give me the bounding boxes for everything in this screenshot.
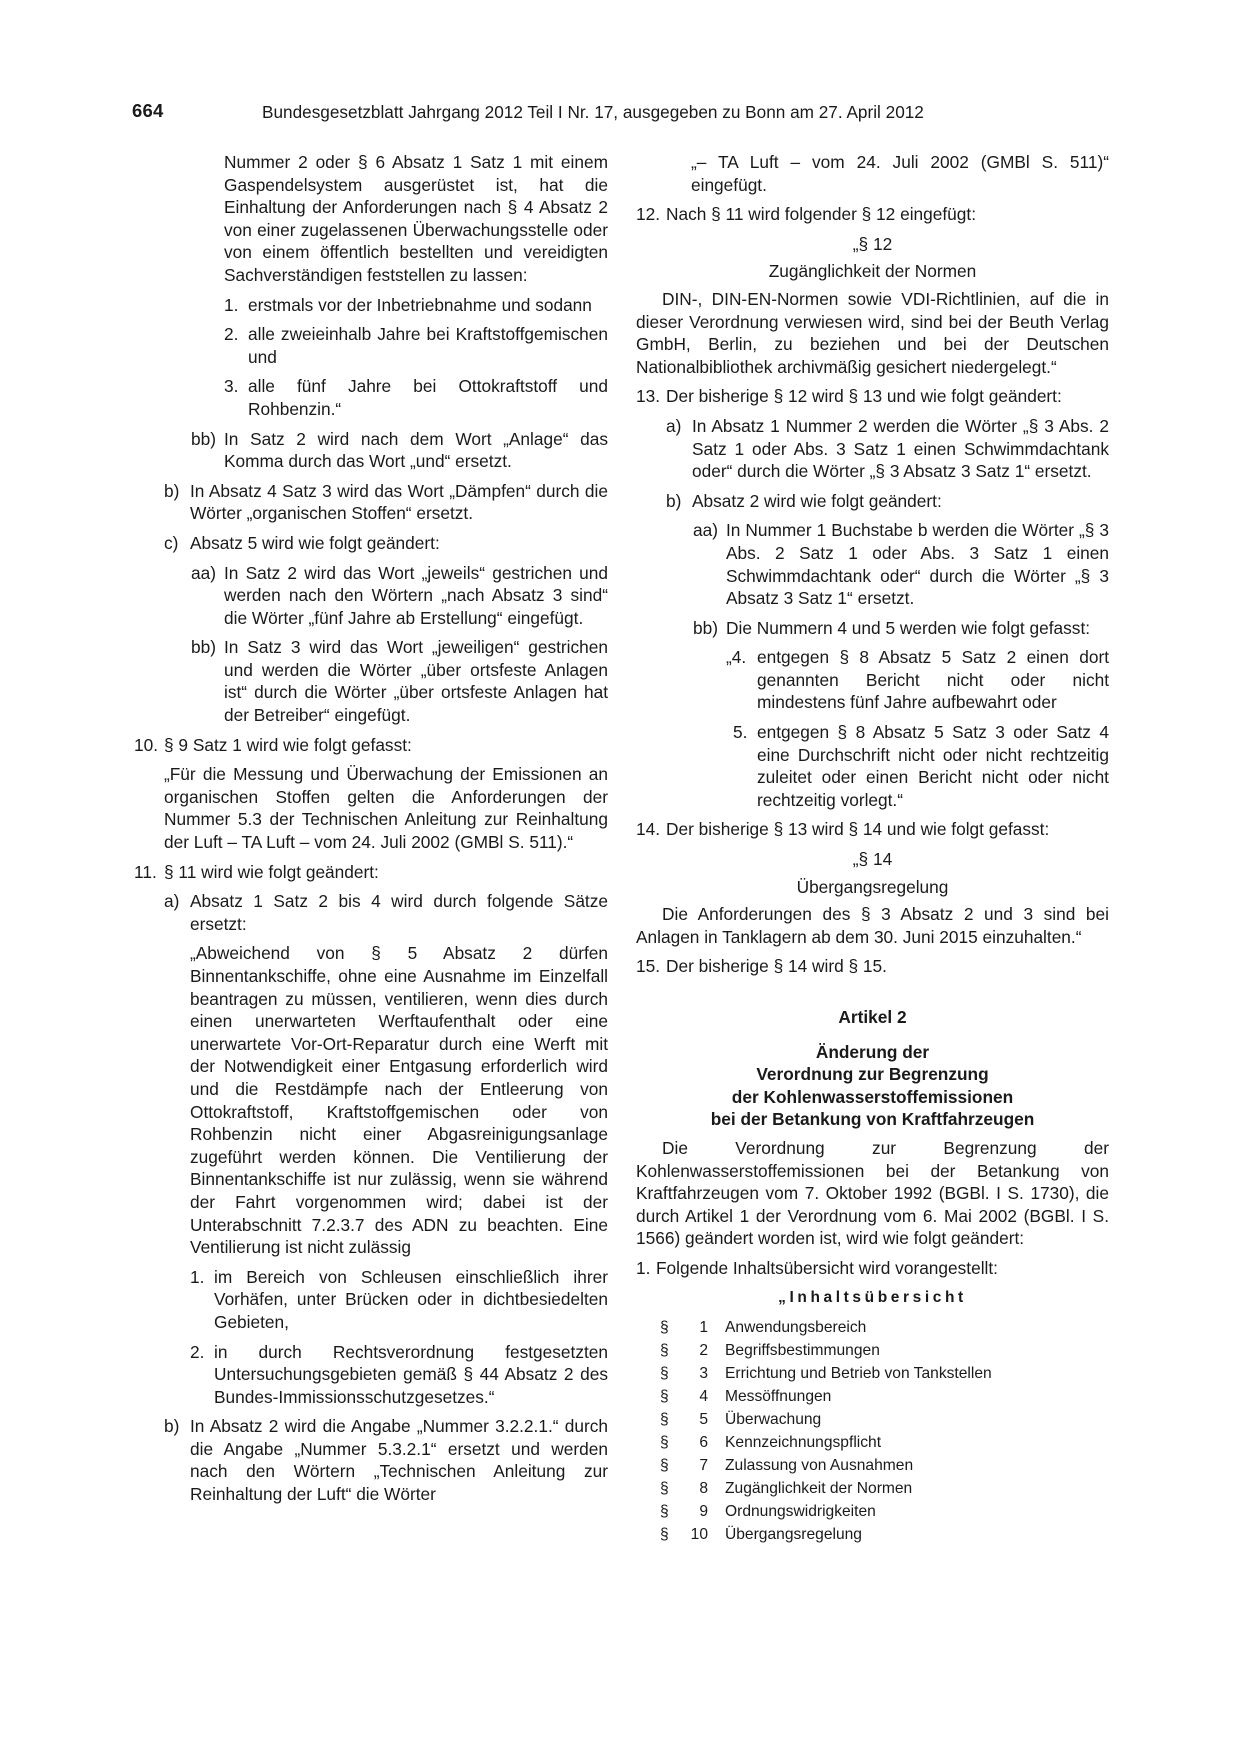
item-text: Folgende Inhaltsübersicht wird vorangestellt: bbox=[656, 1257, 998, 1278]
list-text: im Bereich von Schleusen einschließlich ihrer Vorhäfen, unter Brücken oder in dichtbesiedelten Gebieten, bbox=[214, 1266, 608, 1332]
sub-item-text: In Satz 3 wird das Wort „jeweiligen“ gestrichen und werden die Wörter „über ortsfeste Anlagen ist“ durch die Wörter „über ortsfeste Anlagen hat der Betreiber“ eingefügt. bbox=[224, 637, 608, 726]
toc-row bbox=[660, 1385, 1109, 1408]
toc-row bbox=[660, 1500, 1109, 1523]
toc-title: Messöffnungen bbox=[725, 1388, 832, 1406]
toc-number: 4 bbox=[699, 1388, 708, 1406]
list-item bbox=[726, 721, 1109, 811]
continuation-paragraph: Nummer 2 oder § 6 Absatz 1 Satz 1 mit einem Gaspendelsystem ausgerüstet ist, hat die Einhaltung der Anforderungen nach § 4 Absatz 2 von einer zugelassenen Überwachungsstelle oder von einem öffentlich bestellten und vereidigten Sachverständigen feststellen zu lassen: bbox=[224, 152, 608, 285]
right-column bbox=[636, 151, 1109, 1546]
sub-item-text: In Satz 2 wird das Wort „jeweils“ gestrichen und werden nach den Wörtern „nach Absatz 3 sind“ die Wörter „fünf Jahre ab Erstellung“ eingefügt. bbox=[224, 562, 608, 628]
section-sign: § bbox=[660, 1388, 669, 1406]
section-sign: § bbox=[660, 1411, 669, 1429]
article-title-line: Verordnung zur Begrenzung bbox=[756, 1064, 989, 1085]
letter-label: b) bbox=[164, 1416, 180, 1437]
continuation-paragraph: „– TA Luft – vom 24. Juli 2002 (GMBl S. 511)“ eingefügt. bbox=[691, 152, 1109, 195]
list-text: alle fünf Jahre bei Ottokraftstoff und Rohbenzin.“ bbox=[248, 376, 608, 419]
letter-item bbox=[666, 415, 1109, 483]
section-sign: § bbox=[660, 1457, 669, 1475]
list-item bbox=[224, 294, 608, 317]
toc-row bbox=[660, 1477, 1109, 1500]
quoted-text: „Abweichend von § 5 Absatz 2 dürfen Binnentankschiffe, ohne eine Ausnahme im Einzelfall beantragen zu müssen, ventilieren, wenn dies durch einen unerwarteten Werftaufenthalt oder eine unerwartete Vor-Ort-Reparatur durch eine Werft mit der Notwendigkeit einer Entgasung erforderlich wird und die Restdämpfe nach der Entleerung von Ottokraftstoff, Kraftstoffgemischen oder von Rohbenzin nicht einer Abgasreinigungsanlage zugeführt werden können. Die Ventilierung der Binnentankschiffe ist nur zulässig, wenn sie während der Fahrt vorgenommen wird; dabei ist der Unterabschnitt 7.2.3.7 des ADN zu beachten. Eine Ventilierung ist nicht zulässig bbox=[190, 943, 608, 1258]
section-text: Die Anforderungen des § 3 Absatz 2 und 3 sind bei Anlagen in Tanklagern ab dem 30. Juni 2015 einzuhalten.“ bbox=[636, 904, 1109, 947]
list-number: 5. bbox=[733, 722, 748, 743]
letter-text: In Absatz 4 Satz 3 wird das Wort „Dämpfen“ durch die Wörter „organischen Stoffen“ ersetzt. bbox=[190, 480, 608, 524]
running-head: Bundesgesetzblatt Jahrgang 2012 Teil I Nr. 17, ausgegeben zu Bonn am 27. April 2012 bbox=[262, 102, 924, 122]
list-text: entgegen § 8 Absatz 5 Satz 2 einen dort genannten Bericht nicht oder nicht mindestens fünf Jahre aufbewahrt oder bbox=[757, 647, 1109, 713]
numbered-item bbox=[636, 385, 1109, 408]
numbered-item bbox=[636, 1257, 1109, 1280]
toc-row bbox=[660, 1408, 1109, 1431]
sub-item bbox=[191, 428, 608, 473]
toc-number: 5 bbox=[699, 1411, 708, 1429]
article-title bbox=[636, 1041, 1109, 1131]
sub-item bbox=[191, 636, 608, 726]
sub-item bbox=[191, 562, 608, 630]
list-number: 1. bbox=[190, 1266, 205, 1287]
letter-label: a) bbox=[666, 415, 682, 436]
sub-item bbox=[693, 617, 1109, 640]
letter-item bbox=[164, 890, 608, 935]
numbered-item bbox=[636, 203, 1109, 226]
sub-item-text: In Nummer 1 Buchstabe b werden die Wörter „§ 3 Abs. 2 Satz 1 oder Abs. 3 Satz 1 einen Schwimmdachtank oder“ durch die Wörter „§ 3 Absatz 3 Satz 1“ ersetzt. bbox=[726, 520, 1109, 609]
sub-item-label: bb) bbox=[191, 637, 216, 658]
letter-item bbox=[666, 490, 1109, 513]
toc-number: 2 bbox=[699, 1342, 708, 1360]
toc-title: Kennzeichnungspflicht bbox=[725, 1434, 882, 1452]
toc-row bbox=[660, 1454, 1109, 1477]
toc-title: Anwendungsbereich bbox=[725, 1319, 867, 1337]
toc-title: Übergangsregelung bbox=[725, 1526, 862, 1544]
letter-text: Absatz 2 wird wie folgt geändert: bbox=[692, 490, 942, 511]
section-sign: § bbox=[660, 1342, 669, 1360]
toc-title: Überwachung bbox=[725, 1411, 822, 1429]
article-title-line: bei der Betankung von Kraftfahrzeugen bbox=[710, 1109, 1035, 1130]
toc-number: 1 bbox=[699, 1319, 708, 1337]
section-sign: § bbox=[660, 1365, 669, 1383]
item-text: § 11 wird wie folgt geändert: bbox=[164, 861, 379, 882]
article-title-line: Änderung der bbox=[815, 1041, 930, 1062]
section-sign: § bbox=[660, 1503, 669, 1521]
item-text: Nach § 11 wird folgender § 12 eingefügt: bbox=[666, 204, 976, 225]
item-text: Der bisherige § 13 wird § 14 und wie folgt gefasst: bbox=[666, 819, 1050, 840]
sub-item-label: bb) bbox=[191, 428, 216, 449]
toc-number: 10 bbox=[690, 1526, 708, 1544]
toc-row bbox=[660, 1362, 1109, 1385]
page-number: 664 bbox=[132, 100, 164, 121]
section-title: Übergangsregelung bbox=[796, 876, 949, 897]
letter-text: In Absatz 2 wird die Angabe „Nummer 3.2.2.1.“ durch die Angabe „Nummer 5.3.2.1“ ersetzt und werden nach den Wörtern „Technischen Anleitung zur Reinhaltung der Luft“ die Wörter bbox=[190, 1416, 608, 1505]
numbered-item bbox=[134, 734, 608, 757]
letter-item bbox=[164, 1415, 608, 1505]
toc-title: Zulassung von Ausnahmen bbox=[725, 1457, 914, 1475]
sub-item-label: aa) bbox=[693, 520, 718, 541]
section-sign: § bbox=[660, 1319, 669, 1337]
quoted-text: „Für die Messung und Überwachung der Emissionen an organischen Stoffen gelten die Anforderungen der Nummer 5.3 der Technischen Anleitung zur Reinhaltung der Luft – TA Luft – vom 24. Juli 2002 (GMBl S. 511).“ bbox=[164, 764, 608, 853]
toc-row bbox=[660, 1339, 1109, 1362]
toc-number: 7 bbox=[699, 1457, 708, 1475]
table-of-contents bbox=[660, 1316, 1109, 1546]
section-title: Zugänglichkeit der Normen bbox=[768, 261, 977, 282]
numbered-item bbox=[636, 818, 1109, 841]
section-sign: § bbox=[660, 1480, 669, 1498]
sub-item-text: In Satz 2 wird nach dem Wort „Anlage“ das Komma durch das Wort „und“ ersetzt. bbox=[224, 428, 608, 472]
sub-item bbox=[693, 519, 1109, 609]
list-item bbox=[190, 1341, 608, 1409]
item-text: § 9 Satz 1 wird wie folgt gefasst: bbox=[164, 734, 412, 755]
item-text: Der bisherige § 14 wird § 15. bbox=[666, 956, 887, 977]
list-item bbox=[224, 323, 608, 368]
numbered-item bbox=[636, 955, 1109, 978]
section-number: „§ 14 bbox=[852, 849, 893, 870]
letter-label: b) bbox=[164, 480, 180, 501]
letter-text: In Absatz 1 Nummer 2 werden die Wörter „§ 3 Abs. 2 Satz 1 oder Abs. 3 Satz 1 einen Schwimmdachtank oder“ durch die Wörter „§ 3 Absatz 3 Satz 1“ ersetzt. bbox=[692, 415, 1109, 482]
toc-title: Errichtung und Betrieb von Tankstellen bbox=[725, 1365, 992, 1383]
item-number: 13. bbox=[636, 386, 661, 407]
list-number: 3. bbox=[224, 376, 239, 397]
item-text: Der bisherige § 12 wird § 13 und wie folgt geändert: bbox=[666, 386, 1062, 407]
toc-number: 9 bbox=[699, 1503, 708, 1521]
list-text: alle zweieinhalb Jahre bei Kraftstoffgemischen und bbox=[248, 324, 608, 367]
toc-row bbox=[660, 1316, 1109, 1339]
left-column bbox=[134, 151, 608, 1513]
sub-item-label: bb) bbox=[693, 617, 718, 638]
list-number: 1. bbox=[224, 294, 239, 315]
sub-item-label: aa) bbox=[191, 562, 216, 583]
list-text: in durch Rechtsverordnung festgesetzten Untersuchungsgebieten gemäß § 44 Absatz 2 des Bundes-Immissionsschutzgesetzes.“ bbox=[214, 1341, 608, 1407]
item-number: 11. bbox=[134, 861, 157, 882]
toc-row bbox=[660, 1523, 1109, 1546]
list-number: 2. bbox=[190, 1341, 205, 1362]
toc-number: 8 bbox=[699, 1480, 708, 1498]
item-number: 14. bbox=[636, 819, 661, 840]
item-number: 1. bbox=[636, 1257, 651, 1278]
letter-item bbox=[164, 480, 608, 525]
letter-item bbox=[164, 532, 608, 555]
toc-row bbox=[660, 1431, 1109, 1454]
letter-label: a) bbox=[164, 891, 180, 912]
numbered-item bbox=[134, 861, 608, 884]
list-text: entgegen § 8 Absatz 5 Satz 3 oder Satz 4 eine Durchschrift nicht oder nicht rechtzeitig zuleitet oder einen Bericht nicht oder nicht rechtzeitig vorlegt.“ bbox=[757, 722, 1109, 810]
section-number: „§ 12 bbox=[852, 233, 893, 254]
letter-label: c) bbox=[164, 532, 179, 553]
list-number: 2. bbox=[224, 324, 239, 345]
article-number: Artikel 2 bbox=[838, 1007, 907, 1027]
list-item bbox=[190, 1266, 608, 1334]
section-sign: § bbox=[660, 1434, 669, 1452]
letter-text: Absatz 5 wird wie folgt geändert: bbox=[190, 532, 440, 553]
toc-heading: „Inhaltsübersicht bbox=[778, 1288, 967, 1306]
list-item bbox=[224, 375, 608, 420]
list-item bbox=[726, 646, 1109, 714]
toc-number: 6 bbox=[699, 1434, 708, 1452]
list-text: erstmals vor der Inbetriebnahme und sodann bbox=[248, 294, 592, 315]
toc-title: Zugänglichkeit der Normen bbox=[725, 1480, 913, 1498]
item-number: 15. bbox=[636, 956, 661, 977]
item-number: 12. bbox=[636, 204, 661, 225]
letter-label: b) bbox=[666, 490, 682, 511]
article-text: Die Verordnung zur Begrenzung der Kohlenwasserstoffemissionen bei der Betankung von Kraftfahrzeugen vom 7. Oktober 1992 (BGBl. I S. 1730), die durch Artikel 1 der Verordnung vom 6. Mai 2002 (BGBl. I S. 1566) geändert worden ist, wird wie folgt geändert: bbox=[636, 1137, 1109, 1249]
article-title-line: der Kohlenwasserstoffemissionen bbox=[731, 1086, 1014, 1107]
sub-item-text: Die Nummern 4 und 5 werden wie folgt gefasst: bbox=[726, 617, 1091, 638]
toc-number: 3 bbox=[699, 1365, 708, 1383]
toc-title: Ordnungswidrigkeiten bbox=[725, 1503, 876, 1521]
toc-title: Begriffsbestimmungen bbox=[725, 1342, 880, 1360]
list-number: „4. bbox=[726, 647, 747, 668]
letter-text: Absatz 1 Satz 2 bis 4 wird durch folgende Sätze ersetzt: bbox=[190, 891, 608, 934]
section-sign: § bbox=[660, 1526, 669, 1544]
item-number: 10. bbox=[134, 734, 159, 755]
section-text: DIN-, DIN-EN-Normen sowie VDI-Richtlinien, auf die in dieser Verordnung verwiesen wird, sind bei der Beuth Verlag GmbH, Berlin, zu beziehen und bei der Deutschen Nationalbibliothek archivmäßig gesichert niedergelegt.“ bbox=[636, 288, 1109, 377]
